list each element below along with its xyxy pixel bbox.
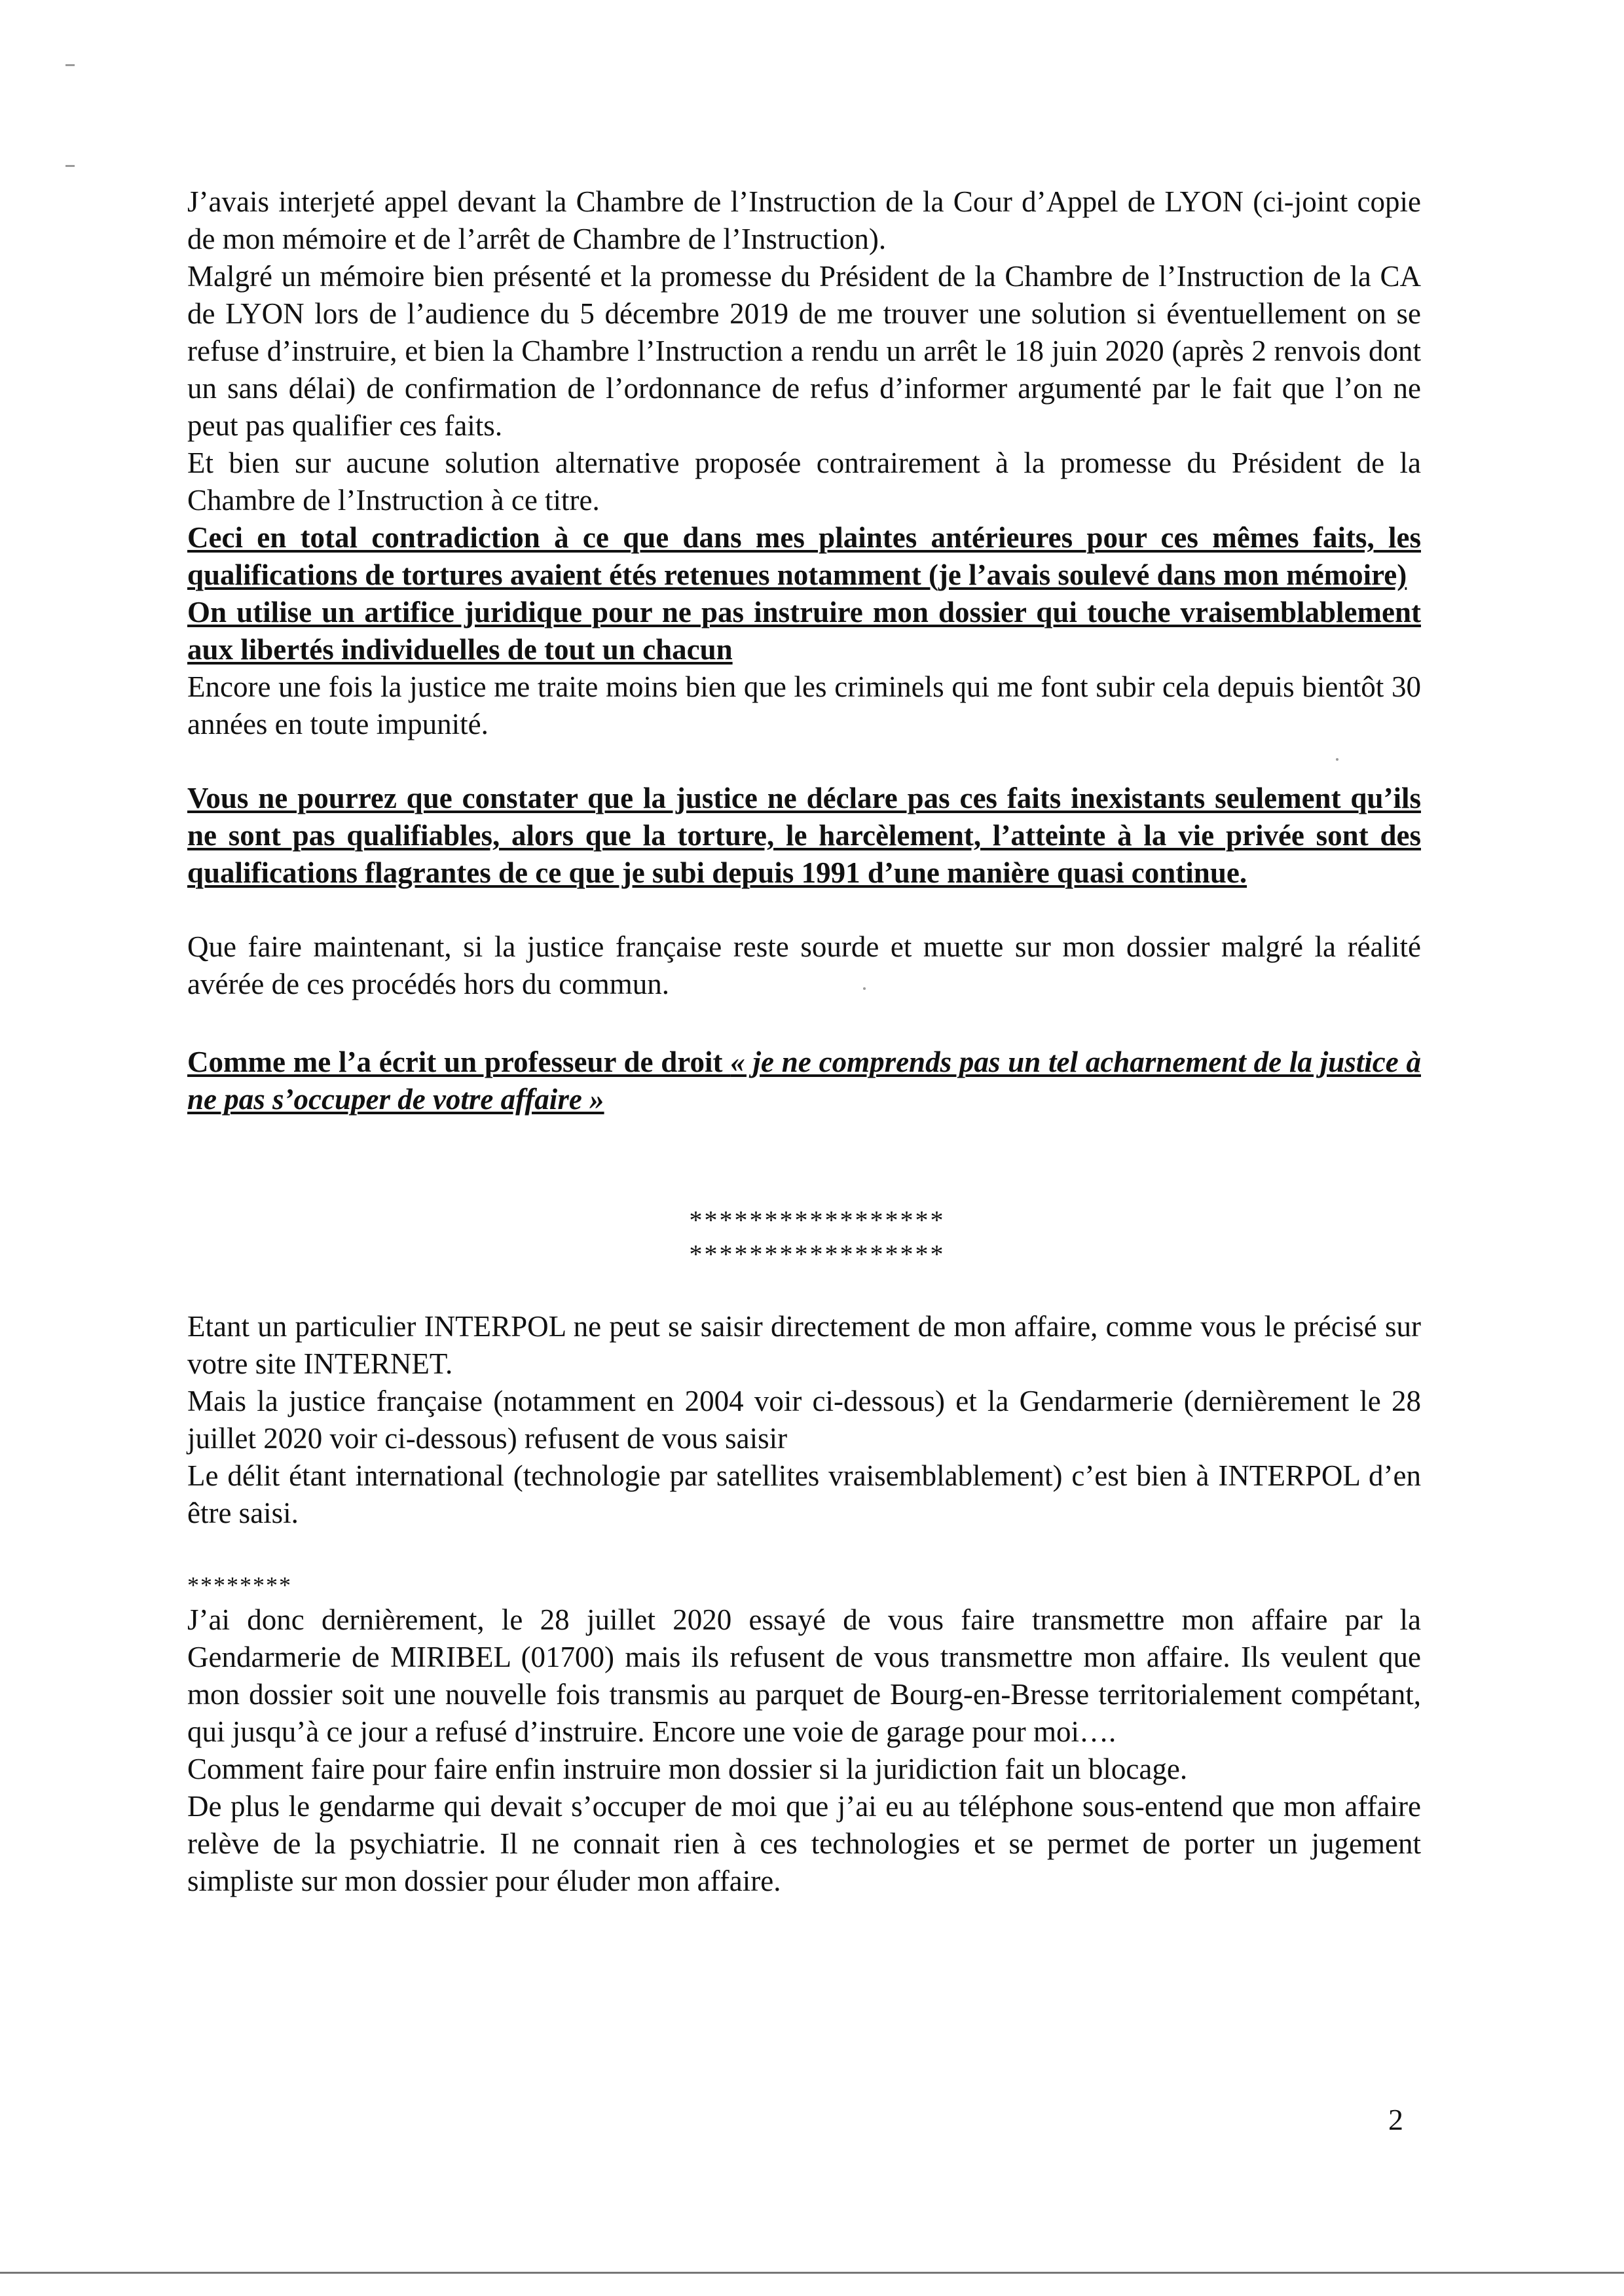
- spacer: [187, 743, 1421, 780]
- paragraph-no-alternative: Et bien sur aucune solution alternative proposée contrairement à la promesse du Président de la Chambre de l’Instruction à ce titre.: [187, 446, 1421, 517]
- paragraph-interpol-individual: Etant un particulier INTERPOL ne peut se saisir directement de mon affaire, comme vous le précisé sur votre site INTERNET.: [187, 1310, 1421, 1380]
- scan-margin-mark: [65, 165, 75, 167]
- paragraph-how-to-proceed: Comment faire pour faire enfin instruire mon dossier si la juridiction fait un blocage.: [187, 1753, 1188, 1785]
- spacer: [187, 1532, 1421, 1569]
- letter-body: [187, 183, 1421, 1900]
- paragraph-justice-treatment: Encore une fois la justice me traite moins bien que les criminels qui me font subir cela depuis bientôt 30 années en toute impunité.: [187, 670, 1421, 740]
- separator-stars: *****************: [689, 1205, 946, 1235]
- paragraph-gendarmerie-miribel: J’ai donc dernièrement, le 28 juillet 2020 essayé de vous faire transmettre mon affaire par la Gendarmerie de MIRIBEL (01700) mais ils refusent de vous transmettre mon affaire. Ils veulent que mon dossier soit une nouvelle fois transmis au parquet de Bourg-en-Bresse territorialement compétant, qui jusqu’à ce jour a refusé d’instruire. Encore une voie de garage pour moi….: [187, 1603, 1421, 1748]
- spacer: [187, 1271, 1421, 1308]
- paragraph-refusal: Mais la justice française (notamment en 2004 voir ci-dessous) et la Gendarmerie (dernièrement le 28 juillet 2020 voir ci-dessous) refusent de vous saisir: [187, 1385, 1421, 1455]
- separator-stars-short: ********: [187, 1572, 292, 1598]
- quote-text: « je ne comprends pas un tel acharnement de la justice à ne pas s’occuper de votre affaire »: [187, 1046, 1421, 1116]
- quote-lead: Comme me l’a écrit un professeur de droit: [187, 1046, 731, 1078]
- spacer: [187, 892, 1421, 928]
- separator-stars: *****************: [689, 1239, 946, 1269]
- paragraph-what-now: Que faire maintenant, si la justice française reste sourde et muette sur mon dossier malgré la réalité avérée de ces procédés hors du commun.: [187, 930, 1421, 1000]
- paragraph-gendarme-judgement: De plus le gendarme qui devait s’occuper de moi que j’ai eu au téléphone sous-entend que mon affaire relève de la psychiatrie. Il ne connait rien à ces technologies et se permet de porter un jugement simpliste sur mon dossier pour éluder mon affaire.: [187, 1790, 1421, 1897]
- spacer: [187, 1003, 1421, 1044]
- paragraph-professor-quote: [187, 1044, 1421, 1118]
- page-number: 2: [1388, 2103, 1403, 2136]
- paragraph-legal-artifice-emphasis: On utilise un artifice juridique pour ne pas instruire mon dossier qui touche vraisemblablement aux libertés individuelles de tout un chacun: [187, 596, 1421, 666]
- paragraph-appeal: J’avais interjeté appel devant la Chambre de l’Instruction de la Cour d’Appel de LYON (ci-joint copie de mon mémoire et de l’arrêt de Chambre de l’Instruction).: [187, 185, 1421, 255]
- scan-bottom-edge: [0, 2272, 1624, 2274]
- spacer: [187, 1118, 1421, 1203]
- paragraph-chamber-ruling: Malgré un mémoire bien présenté et la promesse du Président de la Chambre de l’Instruction de la CA de LYON lors de l’audience du 5 décembre 2019 de me trouver une solution si éventuellement on se refuse d’instruire, et bien la Chambre l’Instruction a rendu un arrêt le 18 juin 2020 (après 2 renvois dont un sans délai) de confirmation de l’ordonnance de refus d’informer argumenté par le fait que l’on ne peut pas qualifier ces faits.: [187, 260, 1421, 442]
- paragraph-international-offence: Le délit étant international (technologie par satellites vraisemblablement) c’est bien à INTERPOL d’en être saisi.: [187, 1459, 1421, 1529]
- paragraph-qualifications-emphasis: Vous ne pourrez que constater que la justice ne déclare pas ces faits inexistants seulement qu’ils ne sont pas qualifiables, alors que la torture, le harcèlement, l’atteinte à la vie privée sont des qualifications flagrantes de ce que je subi depuis 1991 d’une manière quasi continue.: [187, 782, 1421, 889]
- paragraph-contradiction-emphasis: Ceci en total contradiction à ce que dans mes plaintes antérieures pour ces mêmes faits, les qualifications de tortures avaient étés retenues notamment (je l’avais soulevé dans mon mémoire): [187, 521, 1421, 591]
- scan-margin-mark: [65, 64, 75, 66]
